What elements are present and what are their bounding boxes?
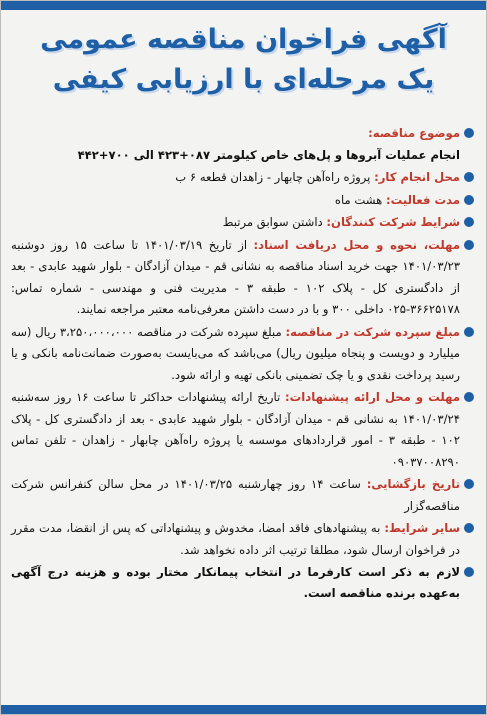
note-text: لازم به ذکر است کارفرما در انتخاب پیمانکار مختار بوده و هزینه درج آگهی به‌عهده برنده مناقصه است. <box>11 565 460 600</box>
opening-text: ساعت ۱۴ روز چهارشنبه ۱۴۰۱/۰۳/۲۵ در محل سالن کنفرانس شرکت مناقصه‌گزار <box>11 477 460 513</box>
duration-label: مدت فعالیت: <box>385 192 460 207</box>
bullet-icon <box>464 479 474 489</box>
submission-text: تاریخ ارائه پیشنهادات حداکثر تا ساعت ۱۶ روز سه‌شنبه ۱۴۰۱/۰۳/۲۴ به نشانی قم - میدان آزادگان - بلوار شهید عابدی - بعد از دادگستری کل - پلاک ۱۰۲ - طبقه ۳ - امور قراردادهای موسسه یا پروژه راه‌آهن چابهار - زاهدان - تلفن تماس ۰۹۰۳۷۰۰۸۲۹۰ <box>11 390 460 469</box>
duration-text: هشت ماه <box>334 192 383 207</box>
bullet-icon <box>464 327 474 337</box>
bullet-icon <box>464 217 474 227</box>
section-deadline <box>11 235 476 321</box>
bullet-icon <box>464 567 474 577</box>
section-opening <box>11 474 476 517</box>
deposit-label: مبلغ سپرده شرکت در مناقصه: <box>285 324 460 339</box>
subject-label: موضوع مناقصه: <box>368 126 460 140</box>
announcement-subtitle: یک مرحله‌ای با ارزیابی کیفی <box>52 64 435 95</box>
other-text: به پیشنهادهای فاقد امضا، مخدوش و پیشنهاداتی که پس از انقضا، مدت مقرر در فراخوان ارسال شود، مطلقا ترتیب اثر داده نخواهد شد. <box>11 521 460 557</box>
top-border-stripe <box>1 1 486 10</box>
bullet-icon <box>464 195 474 205</box>
conditions-text: داشتن سوابق مرتبط <box>222 215 323 229</box>
other-label: سایر شرایط: <box>384 521 460 535</box>
section-duration <box>11 190 476 212</box>
bottom-border-stripe <box>1 705 486 714</box>
deposit-text: مبلغ سپرده شرکت در مناقصه ۳،۲۵۰،۰۰۰،۰۰۰ ریال (سه میلیارد و دویست و پنجاه میلیون ریال) می‌باشد که می‌بایست به‌صورت ضمانت‌نامه بانکی و یا رسید پرداخت نقدی و یا چک تضمینی بانکی تهیه و ارائه شود. <box>11 324 460 382</box>
section-deposit <box>11 322 476 387</box>
section-conditions <box>11 212 476 234</box>
section-note <box>11 562 476 604</box>
section-submission <box>11 387 476 473</box>
section-other <box>11 518 476 561</box>
announcement-title: آگهی فراخوان مناقصه عمومی <box>40 24 447 55</box>
submission-label: مهلت و محل ارائه پیشنهادات: <box>285 390 460 404</box>
opening-label: تاریخ بازگشایی: <box>366 477 461 491</box>
deadline-label: مهلت، نحوه و محل دریافت اسناد: <box>253 237 461 252</box>
bullet-icon <box>464 240 474 250</box>
section-subject <box>11 123 476 166</box>
announcement-body <box>11 123 476 700</box>
location-label: محل انجام کار: <box>374 170 460 184</box>
bullet-icon <box>464 128 474 138</box>
section-location <box>11 167 476 189</box>
location-text: پروژه راه‌آهن چابهار - زاهدان قطعه ۶ ب <box>175 170 371 184</box>
announcement-header <box>1 10 486 122</box>
bullet-icon <box>464 392 474 402</box>
deadline-text: از تاریخ ۱۴۰۱/۰۳/۱۹ تا ساعت ۱۵ روز دوشنبه ۱۴۰۱/۰۳/۲۳ جهت خرید اسناد مناقصه به نشانی قم - میدان آزادگان - بلوار شهید عابدی - بعد از دادگستری کل - پلاک ۱۰۲ - طبقه ۳ - مدیریت فنی و مهندسی - شماره تماس: ۳۶۶۲۵۱۷۸-۰۲۵ داخلی ۳۰۰ و با در دست داشتن معرفی‌نامه معتبر مراجعه نمایند. <box>11 237 461 316</box>
bullet-icon <box>464 172 474 182</box>
bullet-icon <box>464 523 474 533</box>
subject-text: انجام عملیات آبروها و پل‌های خاص کیلومتر ۰۸۷+۴۲۳ الی ۷۰۰+۴۴۲ <box>77 147 460 162</box>
conditions-label: شرایط شرکت کنندگان: <box>326 215 460 229</box>
